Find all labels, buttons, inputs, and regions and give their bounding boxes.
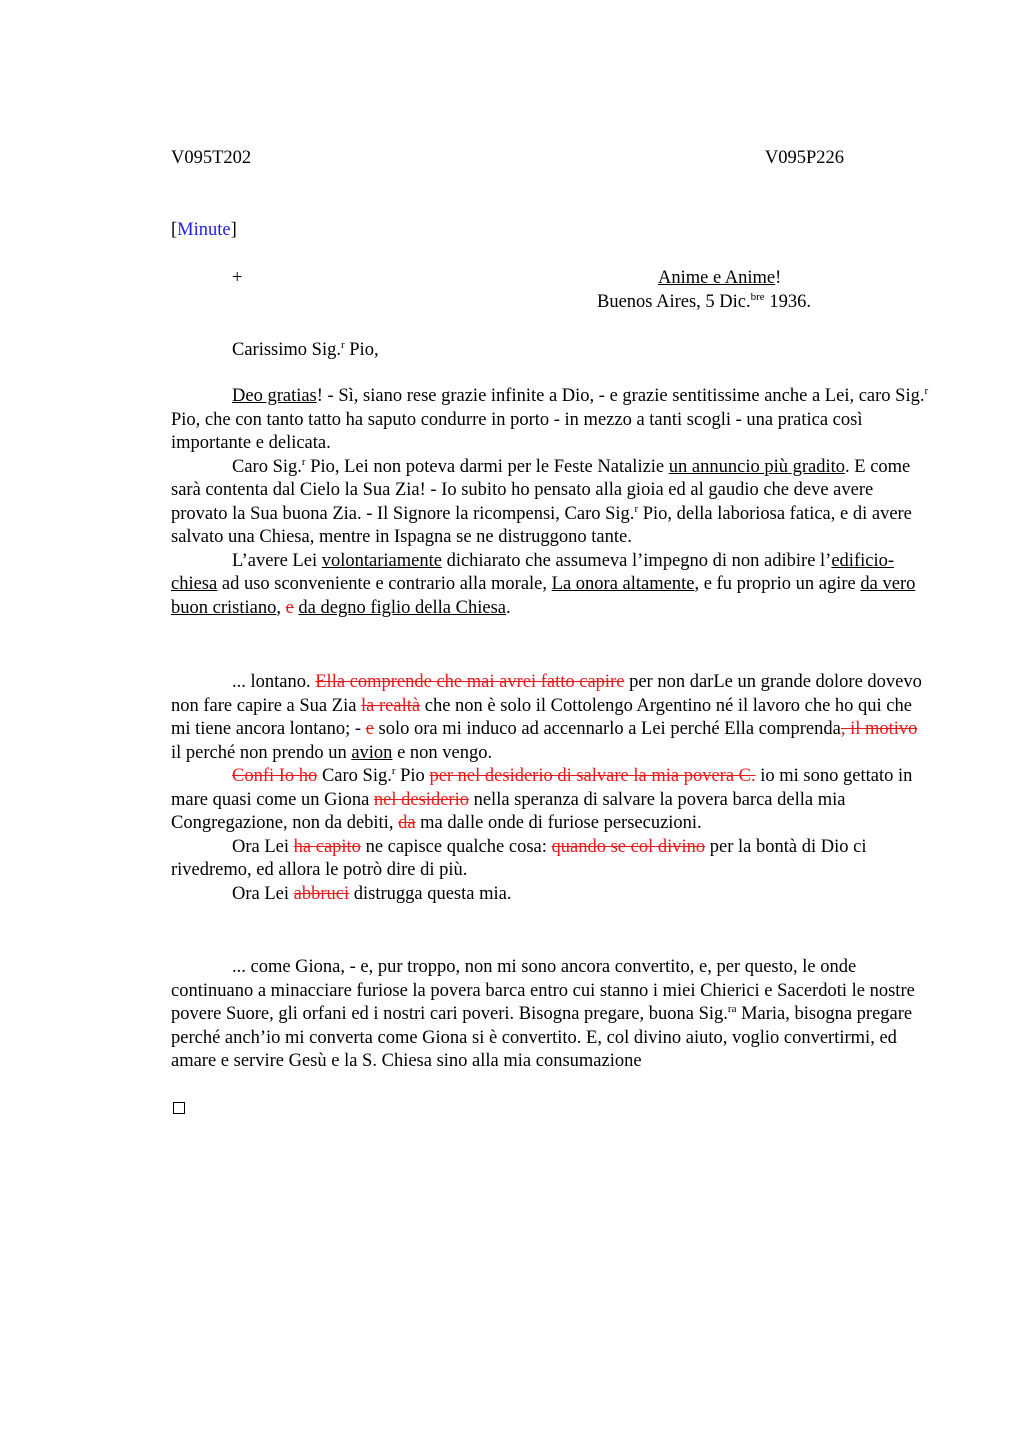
cross-symbol: + — [232, 268, 243, 288]
deletion: da — [398, 813, 416, 833]
motto-punct: ! — [775, 268, 782, 288]
deletion: e — [365, 719, 374, 739]
deletion: Ella comprende che mai avrei fatto capire — [315, 672, 625, 692]
place-date: Buenos Aires, 5 Dic.$^{bre}$ 1936. — [597, 291, 811, 312]
right-reference-code: V095P226 — [764, 148, 844, 168]
motto-text: Anime e Anime — [658, 268, 776, 288]
document-page — [171, 0, 931, 1450]
empty-checkbox-icon — [173, 1102, 185, 1114]
deletion: e — [285, 597, 294, 618]
minute-close-bracket: ] — [230, 220, 237, 240]
minute-open-bracket: [ — [171, 220, 178, 240]
deletion: la realtà — [361, 695, 421, 716]
motto — [658, 267, 781, 291]
deletion: abbruci — [293, 883, 350, 904]
paragraph: ... lontano. Ella comprende che mai avrei fatto capire per non darLe un grande dolore dovevo non fare capire a Sua Zia la realtà che non è solo il Cottolengo Argentino né il lavoro che ho qui che mi tiene ancora lontano; - e solo ora mi induco ad accennarlo a Lei perché Ella comprenda, il motivo il perché non prendo un avion e non vengo. — [171, 672, 922, 763]
paragraph: Deo gratias! - Sì, siano rese grazie infinite a Dio, - e grazie sentitissime anche a Lei, caro Sig.$^r$ Pio, che con tanto tatto ha saputo condurre in porto - in mezzo a tanti scogli - una pratica così importante e delicata. — [171, 385, 929, 453]
paragraph: L’avere Lei volontariamente dichiarato che assumeva l’impegno di non adibire l’edificio-chiesa ad uso sconveniente e contrario alla morale, La onora altamente, e fu proprio un agire da vero buon cristiano, e da degno figlio della Chiesa. — [171, 550, 916, 618]
left-reference-code: V095T202 — [171, 148, 252, 168]
paragraph: Ora Lei abbruci distrugga questa mia. — [232, 883, 512, 904]
paragraph: Caro Sig.$^r$ Pio, Lei non poteva darmi per le Feste Natalizie un annuncio più gradito. E come sarà contenta dal Cielo la Sua Zia! - Io subito ho pensato alla gioia ed al gaudio che deve avere provato la Sua buona Zia. - Il Signore la ricompensi, Caro Sig.$^r$ Pio, della laboriosa fatica, e di avere salvato una Chiesa, mentre in Ispagna se ne distruggono tante. — [171, 455, 912, 547]
paragraph: Confi Io ho Caro Sig.$^r$ Pio per nel desiderio di salvare la mia povera C. io mi sono gettato in mare quasi come un Giona nel desiderio nella speranza di salvare la povera barca della mia Congregazione, non da debiti, da ma dalle onde di furiose persecuzioni. — [171, 765, 913, 833]
paragraph: ... come Giona, - e, pur troppo, non mi sono ancora convertito, e, per questo, le onde continuano a minacciare furiose la povera barca entro cui stanno i miei Chierici e Sacerdoti le nostre povere Suore, gli orfani ed i nostri cari poveri. Bisogna pregare, buona Sig.$^{ra}$ Maria, bisogna pregare perché anch’io mi converta come Giona si è convertito. E, col divino aiuto, voglio convertirmi, ed amare e servire Gesù e la S. Chiesa sino alla mia consumazione — [171, 957, 915, 1071]
deletion: ha capito — [293, 836, 361, 857]
deletion: quando se col divino — [551, 836, 706, 857]
letter-body-section-1 — [171, 385, 931, 620]
letter-body-section-2 — [171, 671, 931, 906]
deletion: Confi Io ho — [232, 766, 318, 786]
minute-link[interactable]: Minute — [177, 220, 231, 240]
minute-label — [171, 219, 237, 243]
letter-body-section-3 — [171, 956, 931, 1074]
deletion: nel desiderio — [373, 789, 469, 810]
paragraph: Ora Lei ha capito ne capisce qualche cosa: quando se col divino per la bontà di Dio ci rivedremo, ed allora le potrò dire di più. — [171, 836, 867, 880]
deletion: , il motivo — [840, 719, 918, 739]
deletion: per nel desiderio di salvare la mia povera C. — [429, 766, 756, 786]
salutation: Carissimo Sig.$^r$ Pio, — [232, 339, 379, 360]
